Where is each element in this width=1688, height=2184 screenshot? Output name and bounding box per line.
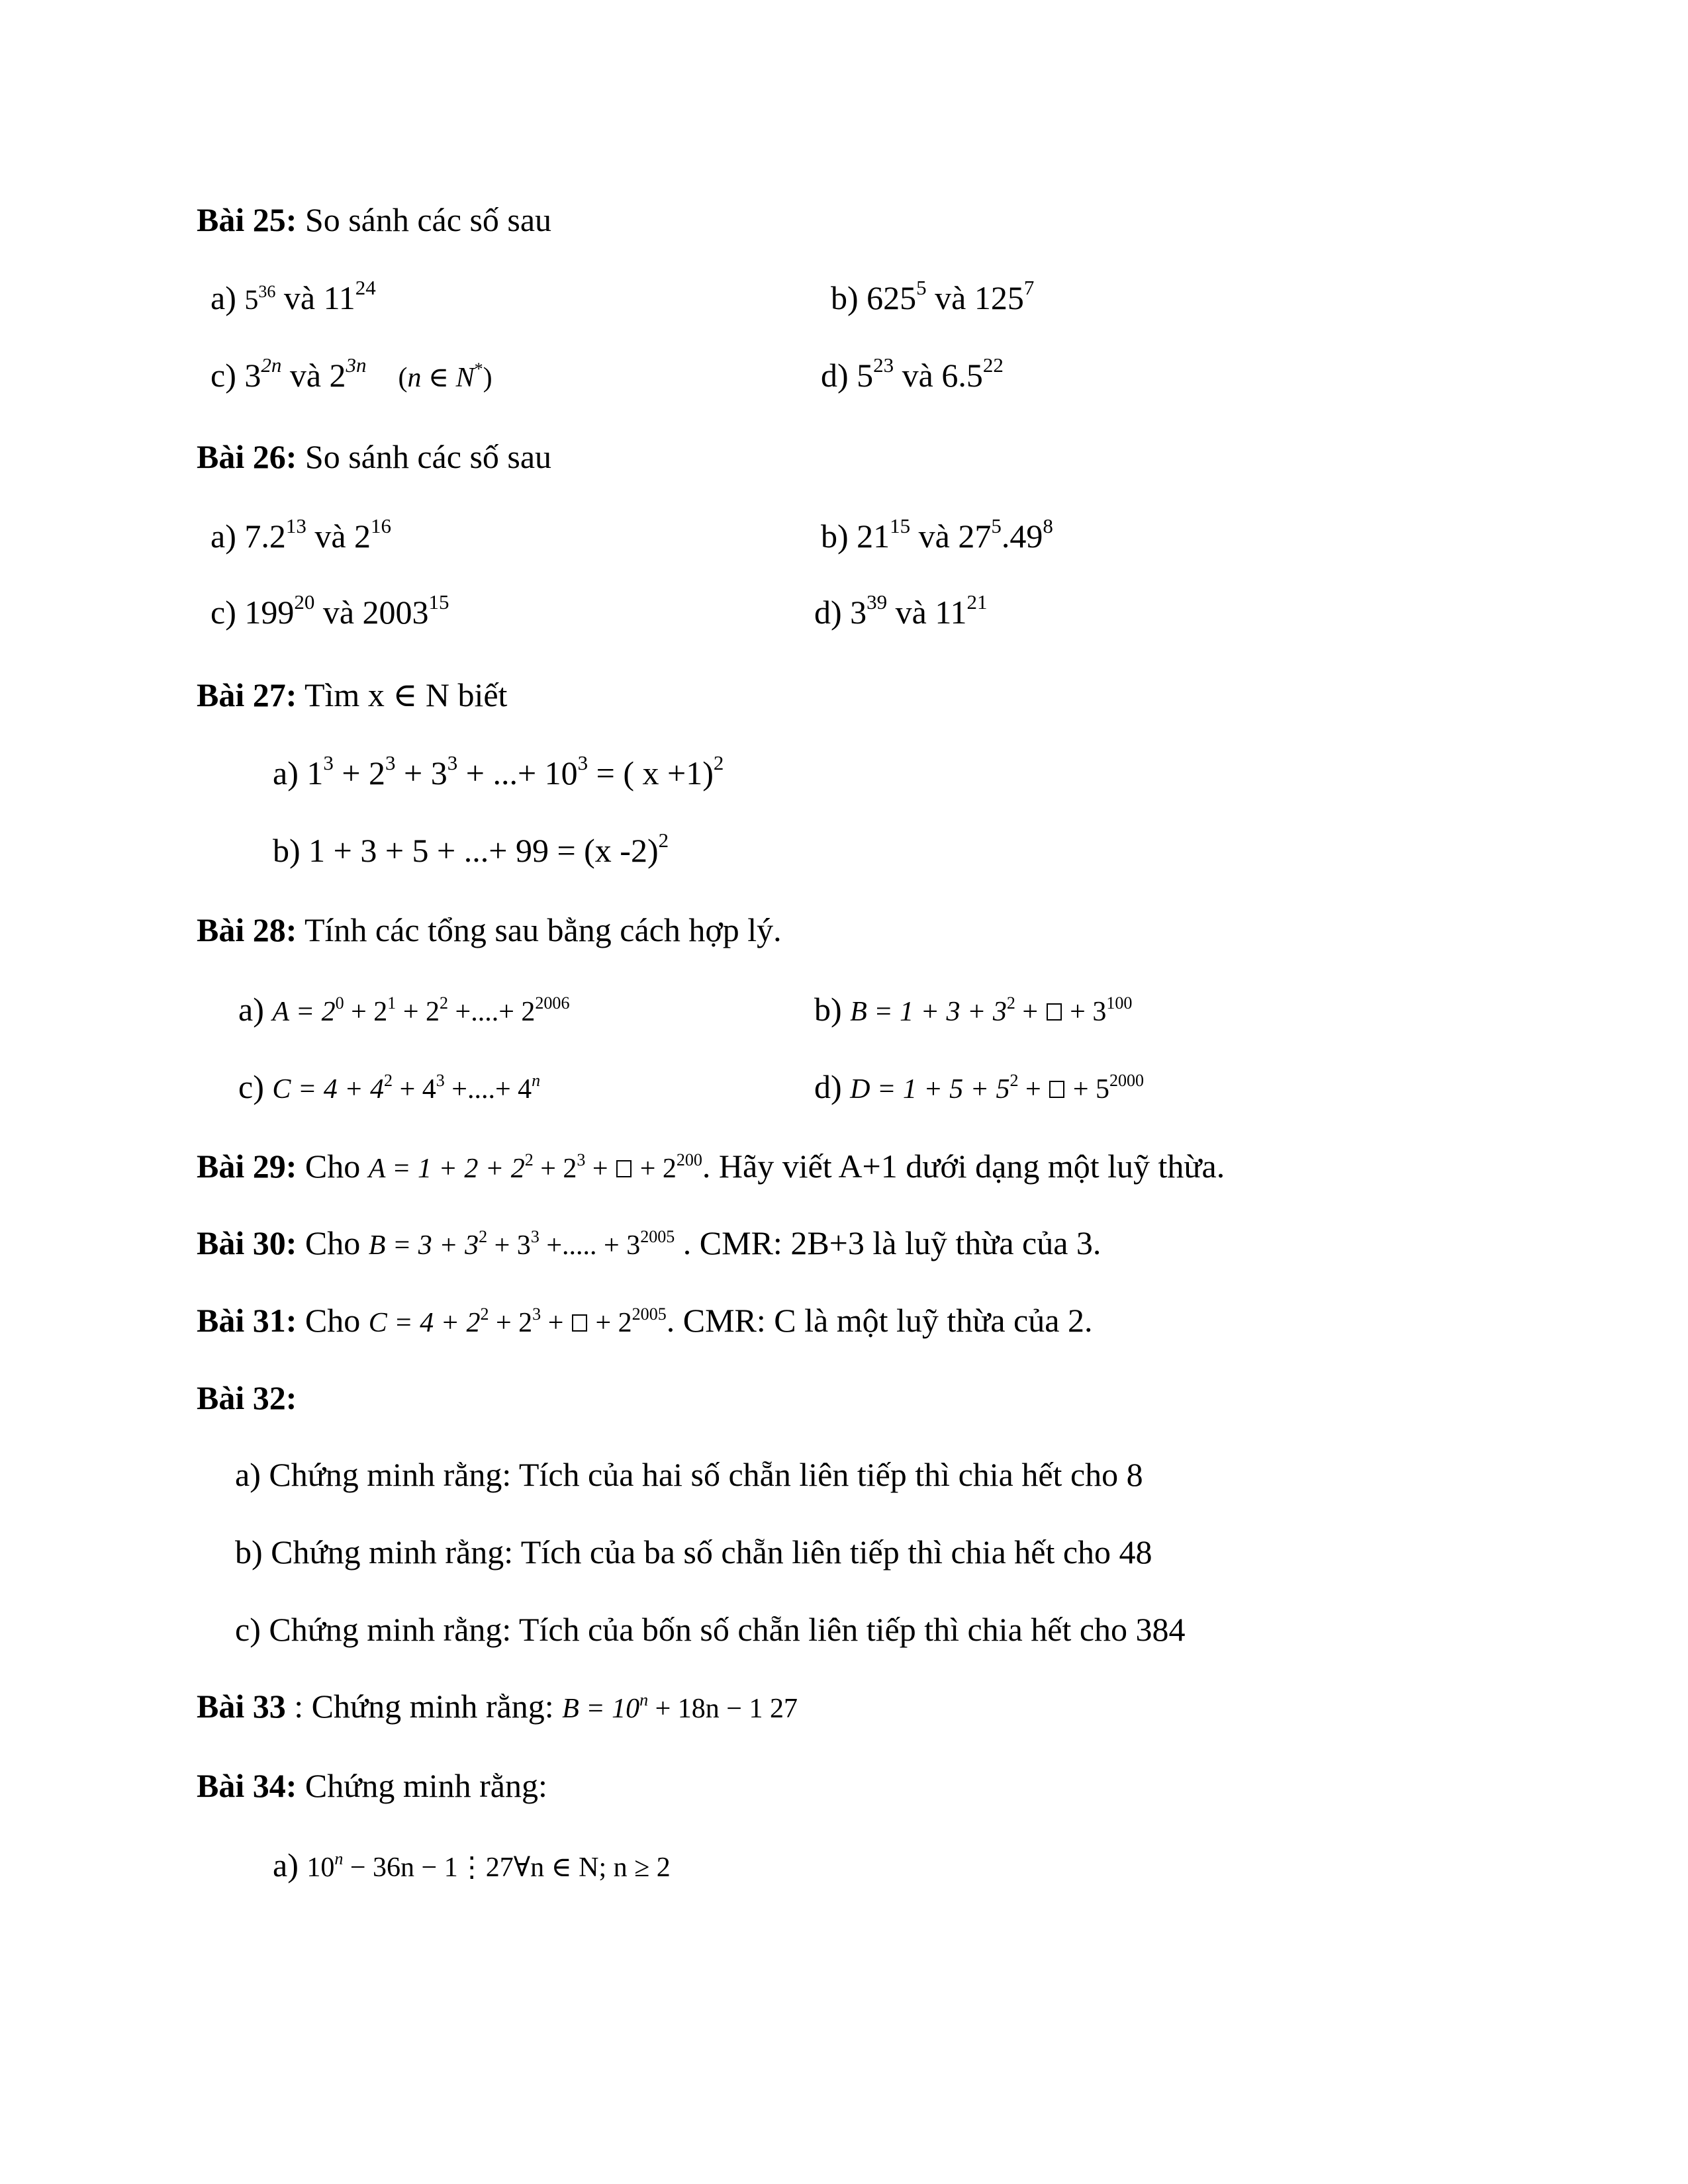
exponent: 36 bbox=[258, 281, 276, 301]
math-text: a) bbox=[211, 279, 245, 316]
math-text: + 2 bbox=[633, 1154, 677, 1184]
problem-25-heading bbox=[197, 203, 551, 236]
exponent: 20 bbox=[294, 590, 315, 614]
exponent: 3 bbox=[385, 751, 396, 775]
exponent: n bbox=[639, 1690, 649, 1709]
math-text: c) bbox=[238, 1068, 273, 1105]
math-text: c) 199 bbox=[211, 594, 295, 631]
math-text: và 27 bbox=[910, 518, 992, 555]
problem-34-item-a bbox=[273, 1848, 671, 1882]
problem-28-item-a bbox=[238, 993, 569, 1026]
problem-25-item-a bbox=[211, 276, 376, 316]
problem-33 bbox=[197, 1690, 798, 1723]
exponent: 2 bbox=[1006, 993, 1015, 1013]
math-text: và 11 bbox=[887, 594, 967, 631]
problem-26-item-c bbox=[211, 590, 449, 631]
math-text: d) bbox=[814, 1068, 851, 1105]
problem-28-item-d bbox=[814, 1070, 1144, 1103]
math-text: + bbox=[585, 1154, 616, 1184]
exponent: 5 bbox=[916, 276, 927, 300]
exponent: 2000 bbox=[1109, 1070, 1145, 1090]
math-text: n bbox=[407, 363, 422, 393]
math-text: a) bbox=[273, 1846, 307, 1884]
math-text: + bbox=[1018, 1074, 1049, 1105]
problem-31 bbox=[197, 1304, 1092, 1337]
math-text: và 2 bbox=[281, 357, 346, 394]
exponent: 3 bbox=[530, 1226, 539, 1246]
problem-26-item-d bbox=[814, 590, 988, 631]
math-text: b) 21 bbox=[821, 518, 890, 555]
math-text: + 2 bbox=[533, 1154, 577, 1184]
exponent: 22 bbox=[982, 353, 1004, 377]
math-text bbox=[850, 993, 1133, 1027]
problem-27-item-b bbox=[273, 829, 669, 869]
math-text: và 11 bbox=[275, 279, 355, 316]
exponent: * bbox=[474, 359, 483, 379]
exponent: 2 bbox=[658, 829, 669, 852]
math-text: + 2 bbox=[396, 997, 440, 1027]
placeholder-box-icon bbox=[572, 1314, 587, 1332]
math-text: − 36n − 1 bbox=[343, 1852, 458, 1883]
math-text bbox=[272, 1070, 541, 1105]
math-text: +..... + 3 bbox=[539, 1230, 641, 1261]
exponent: 0 bbox=[335, 993, 344, 1013]
exponent: 2 bbox=[479, 1226, 488, 1246]
problem-26-item-a bbox=[211, 514, 392, 555]
problem-label: Bài 26: bbox=[197, 438, 297, 475]
exponent: 5 bbox=[991, 514, 1002, 538]
exponent: 3n bbox=[346, 353, 367, 377]
exponent: 2 bbox=[524, 1150, 534, 1169]
problem-25-item-b bbox=[831, 276, 1035, 316]
math-text: B = 1 + 3 + 3 bbox=[850, 997, 1007, 1027]
math-text: . CMR: C là một luỹ thừa của 2. bbox=[666, 1302, 1093, 1339]
problem-label: Bài 25: bbox=[197, 201, 297, 238]
exponent: 2 bbox=[384, 1070, 393, 1090]
math-text bbox=[368, 1304, 667, 1338]
math-text: + ...+ 10 bbox=[457, 754, 578, 792]
exponent: 8 bbox=[1043, 514, 1053, 538]
problem-32-item-a: a) Chứng minh rằng: Tích của hai số chẵn liên tiếp thì chia hết cho 8 bbox=[235, 1456, 1143, 1493]
math-text: C = 4 + 2 bbox=[368, 1308, 481, 1338]
math-text: B = 3 + 3 bbox=[368, 1230, 479, 1261]
math-text: A = 1 + 2 + 2 bbox=[368, 1154, 525, 1184]
exponent: 2 bbox=[713, 751, 724, 775]
problem-25-item-d bbox=[821, 353, 1004, 394]
exponent: 3 bbox=[577, 751, 588, 775]
exponent: 200 bbox=[676, 1150, 702, 1169]
problem-27-heading bbox=[197, 678, 507, 711]
problem-label: Bài 32: bbox=[197, 1379, 297, 1416]
math-text: . CMR: 2B+3 là luỹ thừa của 3. bbox=[675, 1224, 1102, 1261]
math-text: C = 4 + 4 bbox=[272, 1074, 385, 1105]
exponent: n bbox=[532, 1070, 541, 1090]
math-text: + bbox=[1015, 997, 1045, 1027]
problem-label: Bài 27: bbox=[197, 676, 297, 713]
placeholder-box-icon bbox=[1047, 1003, 1062, 1021]
math-text: + bbox=[541, 1308, 571, 1338]
problem-34-heading bbox=[197, 1769, 547, 1802]
problem-label: Bài 29: bbox=[197, 1148, 297, 1185]
math-text: và 125 bbox=[926, 279, 1024, 316]
problem-28-item-c bbox=[238, 1070, 540, 1103]
exponent: 2n bbox=[261, 353, 282, 377]
math-text: a) 1 bbox=[273, 754, 324, 792]
math-text: 27∀n ∈ N; n ≥ 2 bbox=[485, 1852, 671, 1883]
math-text: + 3 bbox=[395, 754, 447, 792]
math-text: ) bbox=[483, 363, 492, 393]
math-text: ⋮ bbox=[457, 1852, 486, 1883]
problem-text: Tính các tổng sau bằng cách hợp lý. bbox=[297, 911, 782, 948]
math-text: + 18n − 1 bbox=[648, 1694, 763, 1724]
math-text bbox=[398, 359, 492, 393]
problem-label: Bài 28: bbox=[197, 911, 297, 948]
math-text: = ( x +1) bbox=[588, 754, 714, 792]
exponent: 2005 bbox=[632, 1304, 667, 1324]
math-text: Chứng minh rằng: bbox=[297, 1767, 547, 1804]
problem-26-item-b bbox=[821, 514, 1053, 555]
problem-32-item-b: b) Chứng minh rằng: Tích của ba số chẵn liên tiếp thì chia hết cho 48 bbox=[235, 1533, 1152, 1570]
exponent: 13 bbox=[285, 514, 306, 538]
math-text: . Hãy viết A+1 dưới dạng một luỹ thừa. bbox=[702, 1148, 1225, 1185]
math-text: B = 10 bbox=[562, 1694, 640, 1724]
math-text: + 3 bbox=[487, 1230, 531, 1261]
exponent: 15 bbox=[428, 590, 449, 614]
math-text: 27 bbox=[763, 1694, 798, 1724]
math-text: .49 bbox=[1001, 518, 1043, 555]
problem-25-item-c bbox=[211, 353, 492, 394]
math-text: ( bbox=[398, 363, 408, 393]
math-text: N bbox=[455, 363, 475, 393]
problem-text: Tìm x ∈ N biết bbox=[297, 676, 508, 713]
math-text: : Chứng minh rằng: bbox=[285, 1688, 563, 1725]
problem-label: Bài 31: bbox=[197, 1302, 297, 1339]
exponent: 1 bbox=[387, 993, 397, 1013]
math-text: b) 625 bbox=[831, 279, 917, 316]
problem-27-item-a bbox=[273, 751, 724, 792]
math-text bbox=[272, 993, 570, 1027]
math-text: và 6.5 bbox=[894, 357, 983, 394]
placeholder-box-icon bbox=[1049, 1081, 1064, 1098]
problem-text: So sánh các số sau bbox=[297, 438, 552, 475]
exponent: 2 bbox=[480, 1304, 489, 1324]
exponent: 2005 bbox=[640, 1226, 675, 1246]
exponent: 3 bbox=[577, 1150, 586, 1169]
math-text: D = 1 + 5 + 5 bbox=[850, 1074, 1010, 1105]
math-text: a) 7.2 bbox=[211, 518, 286, 555]
exponent: 3 bbox=[436, 1070, 445, 1090]
problem-32-item-c: c) Chứng minh rằng: Tích của bốn số chẵn liên tiếp thì chia hết cho 384 bbox=[235, 1611, 1186, 1648]
math-text: b) 1 + 3 + 5 + ...+ 99 = (x -2) bbox=[273, 832, 659, 869]
math-text: b) bbox=[814, 991, 851, 1028]
math-text bbox=[562, 1690, 798, 1724]
math-text: ∈ bbox=[421, 363, 456, 393]
problem-32-heading bbox=[197, 1381, 297, 1414]
problem-30 bbox=[197, 1226, 1101, 1259]
problem-28-item-b bbox=[814, 993, 1132, 1026]
problem-label: Bài 33 bbox=[197, 1688, 286, 1725]
math-text bbox=[306, 1848, 671, 1883]
math-text: +....+ 2 bbox=[448, 997, 536, 1027]
exponent: 15 bbox=[890, 514, 911, 538]
exponent: 3 bbox=[447, 751, 458, 775]
exponent: 21 bbox=[966, 590, 988, 614]
exponent: 24 bbox=[355, 276, 376, 300]
math-text bbox=[368, 1226, 675, 1261]
exponent: 23 bbox=[873, 353, 894, 377]
problem-26-heading bbox=[197, 440, 551, 473]
problem-label: Bài 34: bbox=[197, 1767, 297, 1804]
math-text: d) 5 bbox=[821, 357, 874, 394]
math-text: A = 2 bbox=[272, 997, 336, 1027]
math-text: + 5 bbox=[1066, 1074, 1109, 1105]
exponent: 16 bbox=[371, 514, 392, 538]
math-text: d) 3 bbox=[814, 594, 867, 631]
math-text: + 3 bbox=[1062, 997, 1107, 1027]
exponent: 7 bbox=[1023, 276, 1035, 300]
math-text: Cho bbox=[297, 1148, 369, 1185]
problem-29 bbox=[197, 1150, 1225, 1183]
placeholder-box-icon bbox=[616, 1160, 632, 1177]
exponent: 3 bbox=[532, 1304, 541, 1324]
math-text: +....+ 4 bbox=[444, 1074, 532, 1105]
problem-text: So sánh các số sau bbox=[297, 201, 552, 238]
math-text: và 2 bbox=[306, 518, 371, 555]
math-text: + 2 bbox=[344, 997, 388, 1027]
exponent: 2 bbox=[440, 993, 449, 1013]
exponent: 2006 bbox=[535, 993, 570, 1013]
exponent: 100 bbox=[1106, 993, 1133, 1013]
math-text: $5^{36}$ bbox=[244, 281, 276, 316]
math-text: và 2003 bbox=[314, 594, 429, 631]
math-text: a) bbox=[238, 991, 273, 1028]
exponent: 3 bbox=[323, 751, 334, 775]
math-text: + 4 bbox=[393, 1074, 436, 1105]
exponent: 2 bbox=[1009, 1070, 1019, 1090]
problem-label: Bài 30: bbox=[197, 1224, 297, 1261]
math-text: Cho bbox=[297, 1302, 369, 1339]
problem-28-heading bbox=[197, 913, 782, 946]
math-text: 10 bbox=[306, 1852, 335, 1883]
math-text: + 2 bbox=[489, 1308, 533, 1338]
math-text: Cho bbox=[297, 1224, 369, 1261]
exponent: n bbox=[334, 1848, 344, 1868]
exponent: 39 bbox=[867, 590, 888, 614]
math-text: c) 3 bbox=[211, 357, 261, 394]
math-text: + 2 bbox=[333, 754, 386, 792]
math-text: + 2 bbox=[588, 1308, 632, 1338]
math-text bbox=[368, 1150, 702, 1184]
math-text bbox=[850, 1070, 1145, 1105]
